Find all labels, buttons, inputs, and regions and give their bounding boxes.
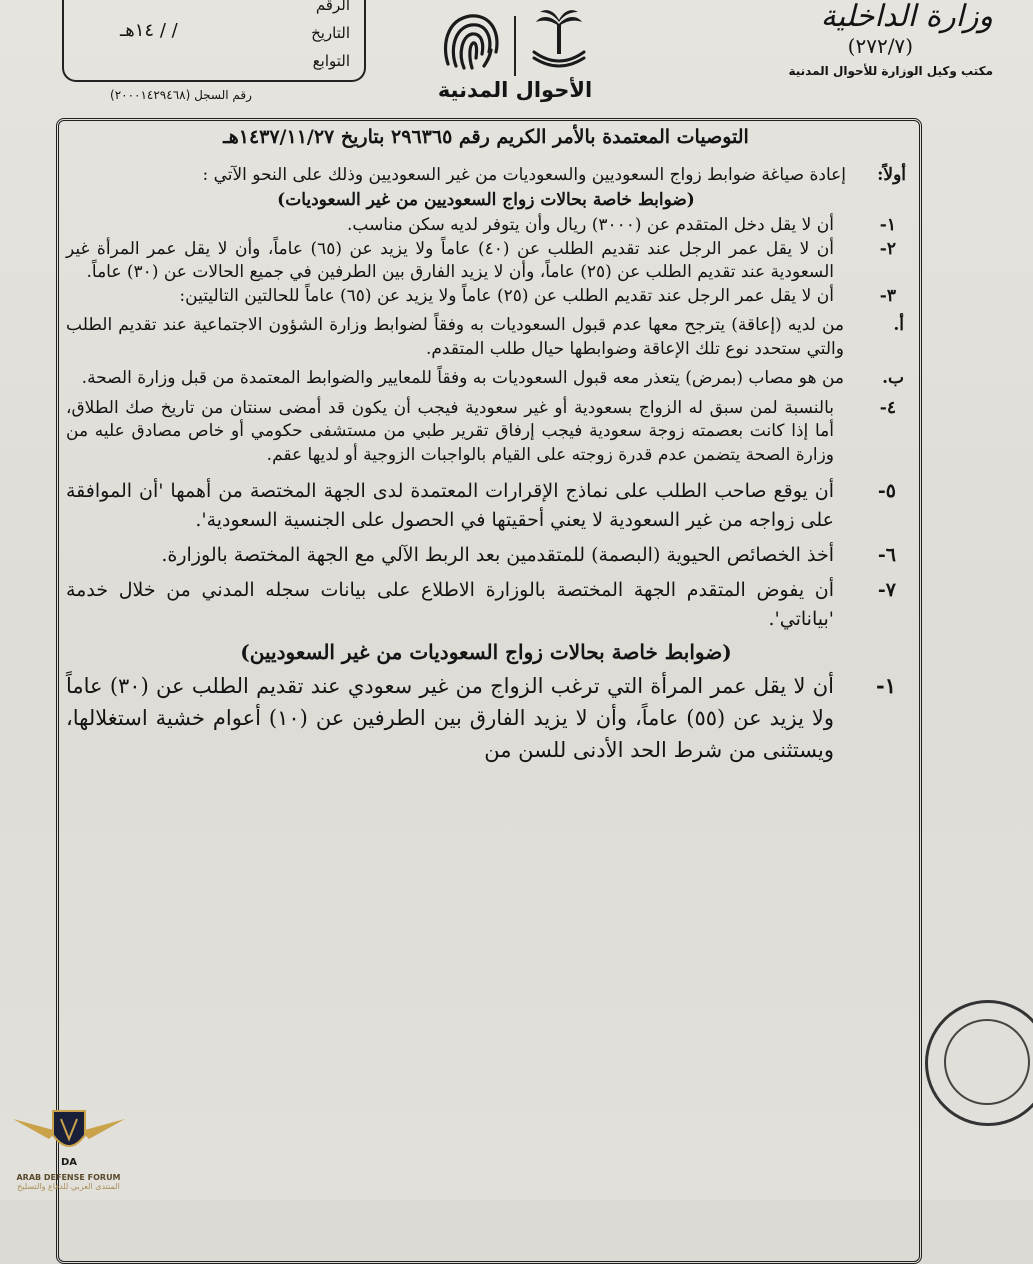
ministry-name: وزارة الداخلية bbox=[820, 0, 993, 34]
ministry-reference: (٢٧٢/٧) bbox=[847, 34, 913, 58]
list-item bbox=[66, 238, 906, 285]
first-text: إعادة صياغة ضوابط زواج السعوديين والسعوديات من غير السعوديين وذلك على النحو الآتي : bbox=[202, 165, 846, 185]
document-content bbox=[66, 126, 906, 766]
logo-divider bbox=[514, 16, 516, 76]
date-value: / / ١٤هـ bbox=[120, 20, 178, 41]
fingerprint-icon bbox=[436, 6, 506, 76]
forum-watermark bbox=[6, 1105, 131, 1200]
item-number: ٧- bbox=[877, 579, 896, 601]
item-text: أن يوقع صاحب الطلب على نماذج الإقرارات المعتمدة لدى الجهة المختصة من أهمها 'أن الموافقة على زواجه من غير السعودية لا يعني أحقيتها في الحصول على الجنسية السعودية'. bbox=[66, 480, 834, 531]
subitem-text: من لديه (إعاقة) يترجح معها عدم قبول السعوديات به وفقاً لضوابط وزارة الشؤون الاجتماعية عند تقديم الطلب والتي ستحدد نوع تلك الإعاقة وضوابطها حيال طلب المتقدم. bbox=[66, 315, 844, 359]
palm-swords-emblem-icon bbox=[524, 6, 594, 76]
stamp-inner-ring bbox=[944, 1019, 1030, 1105]
list-item bbox=[66, 477, 906, 535]
subitem-text: من هو مصاب (بمرض) يتعذر معه قبول السعوديات به وفقاً للمعايير والضوابط المعتمدة من قبل وزارة الصحة. bbox=[81, 368, 844, 388]
item-number: ٢- bbox=[879, 238, 896, 259]
ministry-header bbox=[693, 0, 993, 90]
list-item bbox=[66, 576, 906, 634]
item-text: أن يفوض المتقدم الجهة المختصة بالوزارة الاطلاع على بيانات سجله المدني من خلال خدمة 'بياناتي'. bbox=[66, 579, 834, 630]
item-text: أن لا يقل عمر المرأة التي ترغب الزواج من غير سعودي عند تقديم الطلب عن (٣٠) عاماً ولا يزيد عن (٥٥) عاماً، وأن لا يزيد الفارق بين الطرفين عن (١٠) أعوام خشية استغلالها، ويستثنى من شرط الحد الأدنى للسن من bbox=[66, 674, 835, 762]
list-item bbox=[66, 397, 906, 468]
item-number: ٣- bbox=[879, 285, 896, 306]
attachments-label: التوابع bbox=[312, 52, 350, 70]
sub-item bbox=[66, 367, 906, 391]
date-label: التاريخ bbox=[311, 24, 350, 42]
item-text: أن لا يقل دخل المتقدم عن (٣٠٠٠) ريال وأن يتوفر لديه سكن مناسب. bbox=[346, 215, 834, 235]
document-title: التوصيات المعتمدة بالأمر الكريم رقم ٢٩٦٣٦٥ بتاريخ ١٤٣٧/١١/٢٧هـ bbox=[223, 126, 749, 148]
item-number: ٦- bbox=[877, 544, 896, 566]
list-item bbox=[66, 214, 906, 238]
svg-text:DA: DA bbox=[60, 1157, 77, 1167]
item-text: أن لا يقل عمر الرجل عند تقديم الطلب عن (٤٠) عاماً ولا يزيد عن (٦٥) عاماً، وأن لا يقل عمر المرأة غير السعودية عند تقديم الطلب عن (٢٥) عاماً، وأن لا يزيد الفارق بين الطرفين في جميع الحالات عن (٣٠) عاماً. bbox=[66, 238, 834, 282]
eagle-shield-logo-icon bbox=[9, 1105, 129, 1167]
official-stamp bbox=[925, 1000, 1033, 1126]
item-text: بالنسبة لمن سبق له الزواج بسعودية أو غير سعودية فيجب أن يكون قد أمضى سنتان من تاريخ صك الطلاق، أما إذا كانت بعصمته زوجة سعودية فيجب إرفاق تقرير طبي من مستشفى حكومي أو خاص مصادق عليه من وزارة الصحة يتضمن عدم قدرة زوجته على القيام بالواجبات الزوجية أو لديها عقم. bbox=[66, 397, 834, 465]
list-item bbox=[66, 285, 906, 309]
item-number: ١- bbox=[879, 215, 896, 235]
civil-affairs-logo bbox=[420, 4, 610, 104]
sub-item bbox=[66, 314, 906, 361]
subitem-letter: ب. bbox=[882, 368, 904, 388]
section1-heading: (ضوابط خاصة بحالات زواج السعوديين من غير السعوديات) bbox=[277, 190, 695, 210]
first-clause bbox=[66, 164, 906, 186]
item-text: أن لا يقل عمر الرجل عند تقديم الطلب عن (٢٥) عاماً ولا يزيد عن (٦٥) عاماً للحالتين التاليتين: bbox=[179, 285, 834, 306]
list-item bbox=[66, 670, 906, 766]
ministry-office: مكتب وكيل الوزارة للأحوال المدنية bbox=[788, 64, 993, 78]
section1-list bbox=[66, 214, 906, 634]
subitem-letter: أ. bbox=[893, 315, 904, 335]
item-number: ٥- bbox=[877, 480, 896, 502]
list-item bbox=[66, 541, 906, 570]
date-box bbox=[62, 0, 366, 82]
watermark-english: ARAB DEFENSE FORUM bbox=[16, 1173, 121, 1182]
section2-heading: (ضوابط خاصة بحالات زواج السعوديات من غير السعوديين) bbox=[240, 640, 732, 664]
section2-list bbox=[66, 670, 906, 766]
item-number: ١- bbox=[876, 673, 896, 698]
item-number: ٤- bbox=[879, 397, 896, 418]
first-label: أولاً: bbox=[877, 165, 906, 185]
logo-text: الأحوال المدنية bbox=[437, 78, 593, 102]
watermark-arabic: المنتدى العربي للدفاع والتسليح bbox=[17, 1182, 120, 1191]
registry-number: رقم السجل (٢٠٠٠١٤٢٩٤٦٨) bbox=[110, 88, 252, 102]
number-label: الرقم bbox=[315, 0, 350, 14]
item-text: أخذ الخصائص الحيوية (البصمة) للمتقدمين بعد الربط الآلي مع الجهة المختصة بالوزارة. bbox=[161, 544, 834, 566]
